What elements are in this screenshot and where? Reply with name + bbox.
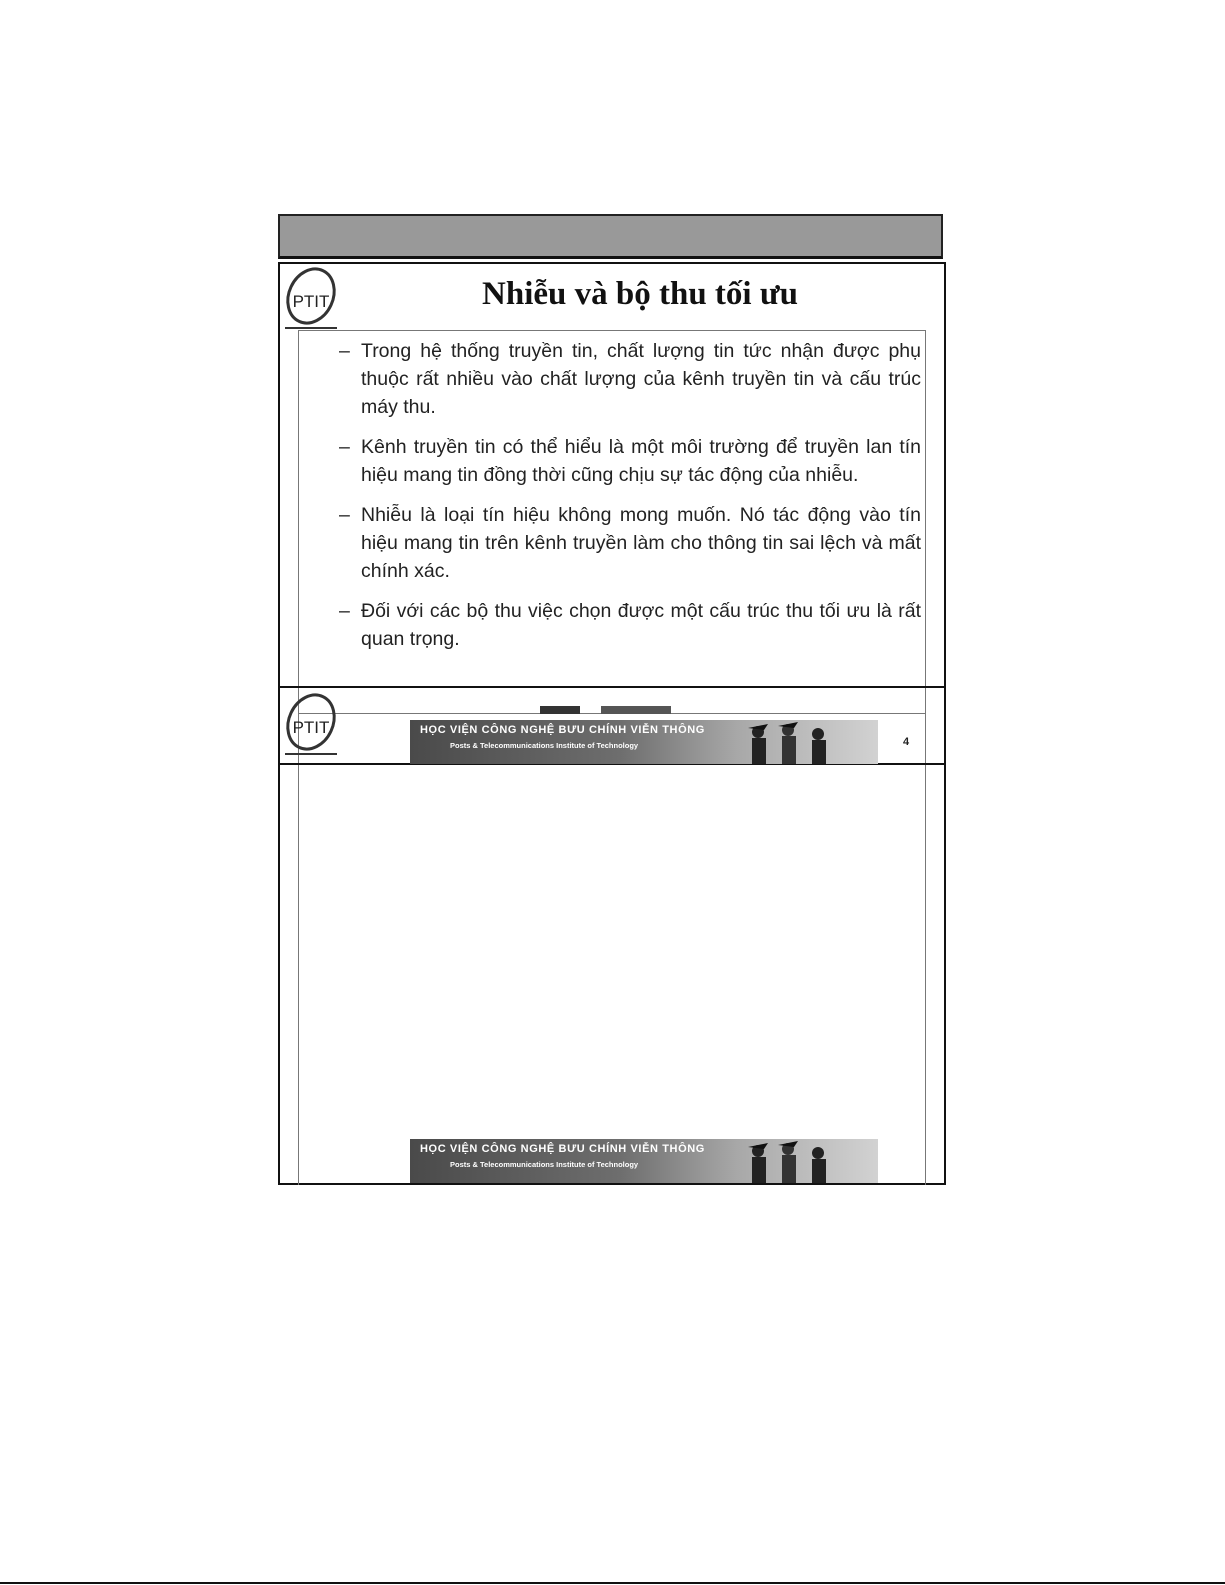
institute-banner: [410, 720, 878, 764]
institute-name: HỌC VIỆN CÔNG NGHỆ BƯU CHÍNH VIỄN THÔNG: [420, 724, 705, 736]
institute-name: HỌC VIỆN CÔNG NGHỆ BƯU CHÍNH VIỄN THÔNG: [420, 1143, 705, 1155]
ptit-logo-icon: [281, 262, 341, 332]
inner-frame-top: [298, 330, 926, 331]
bullet-list: [339, 337, 921, 665]
ptit-logo-footer-icon: [281, 688, 341, 758]
list-item: – Đối với các bộ thu việc chọn được một cấu trúc thu tối ưu là rất quan trọng.: [339, 600, 921, 650]
logo-text: PTIT: [292, 292, 330, 311]
institute-subtitle: Posts & Telecommunications Institute of Technology: [450, 741, 639, 750]
list-item: – Trong hệ thống truyền tin, chất lượng tin tức nhận được phụ thuộc rất nhiều vào chất lượng của kênh truyền tin và cấu trúc máy thu.: [339, 340, 921, 418]
header-gray-bar: [278, 214, 943, 259]
institute-banner-lower: [410, 1139, 878, 1183]
logo-text: PTIT: [292, 718, 330, 737]
list-item: – Nhiễu là loại tín hiệu không mong muốn. Nó tác động vào tín hiệu mang tin trên kênh truyền làm cho thông tin sai lệch và mất chính xác.: [339, 504, 921, 582]
slide-title: Nhiễu và bộ thu tối ưu: [482, 276, 798, 312]
render-artifact: [601, 706, 671, 714]
graduates-image-icon: [728, 1139, 858, 1183]
list-item: – Kênh truyền tin có thể hiểu là một môi trường để truyền lan tín hiệu mang tin đồng thời cũng chịu sự tác động của nhiễu.: [339, 436, 921, 486]
bottom-rule: [0, 1582, 1225, 1584]
institute-subtitle: Posts & Telecommunications Institute of Technology: [450, 1160, 639, 1169]
render-artifact: [540, 706, 580, 714]
graduates-image-icon: [728, 720, 858, 764]
page-number: 4: [903, 736, 910, 748]
